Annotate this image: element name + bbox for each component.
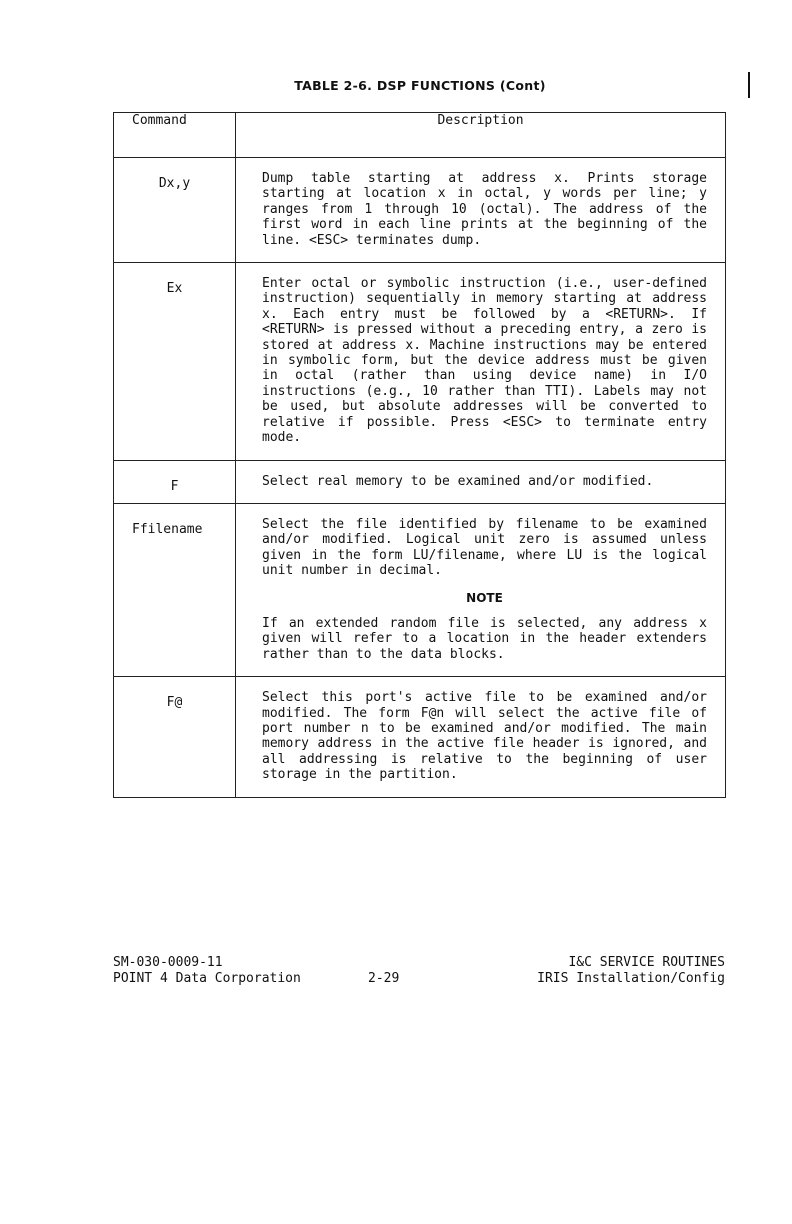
note-heading: NOTE	[466, 590, 503, 605]
column-header-description: Description	[236, 113, 726, 158]
footer-left	[113, 955, 301, 987]
note-text: If an extended random file is selected, any address x given will refer to a location in the header extenders rather than to the data blocks.	[262, 615, 707, 662]
table-row	[114, 460, 726, 503]
table-title: TABLE 2-6. DSP FUNCTIONS (Cont)	[294, 78, 546, 93]
description-text: Select this port's active file to be examined and/or modified. The form F@n will select the active file of port number n to be examined and/or modified. The main memory address in the active file header is ignored, and all addressing is relative to the beginning of user storage in the partition.	[262, 690, 707, 783]
description-text: Select the file identified by filename to be examined and/or modified. Logical unit zero is assumed unless given in the form LU/filename, where LU is the logical unit number in decimal.	[262, 516, 707, 579]
description-text: Dump table starting at address x. Prints storage starting at location x in octal, y words per line; y ranges from 1 through 10 (octal). The address of the first word in each line prints at the beginning of the line. <ESC> terminates dump.	[262, 171, 707, 248]
section-name: I&C SERVICE ROUTINES	[568, 955, 725, 970]
page-number: 2-29	[368, 971, 400, 986]
table-row	[114, 677, 726, 797]
manual-name: IRIS Installation/Config	[537, 971, 725, 986]
description-cell	[236, 158, 726, 263]
column-header-command: Command	[114, 113, 236, 158]
description-cell	[236, 460, 726, 503]
doc-number: SM-030-0009-11	[113, 955, 223, 970]
command-cell: F	[114, 460, 236, 503]
table-row	[114, 158, 726, 263]
command-cell: Ffilename	[114, 503, 236, 676]
dsp-functions-table	[113, 112, 726, 798]
command-cell: Ex	[114, 263, 236, 460]
description-text: Select real memory to be examined and/or modified.	[262, 473, 654, 489]
command-cell: Dx,y	[114, 158, 236, 263]
table-row	[114, 263, 726, 460]
change-bar	[748, 72, 750, 98]
table-header-row	[114, 113, 726, 158]
company-name: POINT 4 Data Corporation	[113, 971, 301, 986]
description-text: Enter octal or symbolic instruction (i.e., user-defined instruction) sequentially in memory starting at address x. Each entry must be followed by a <RETURN>. If <RETURN> is pressed without a preceding entry, a zero is stored at address x. Machine instructions may be entered in symbolic form, but the device address must be given in octal (rather than using device name) in I/O instructions (e.g., 10 rather than TTI). Labels may not be used, but absolute addresses will be converted to relative if possible. Press <ESC> to terminate entry mode.	[262, 276, 707, 446]
footer-right	[537, 955, 725, 987]
table-row	[114, 503, 726, 676]
description-cell	[236, 263, 726, 460]
description-cell	[236, 503, 726, 676]
description-cell	[236, 677, 726, 797]
command-cell: F@	[114, 677, 236, 797]
